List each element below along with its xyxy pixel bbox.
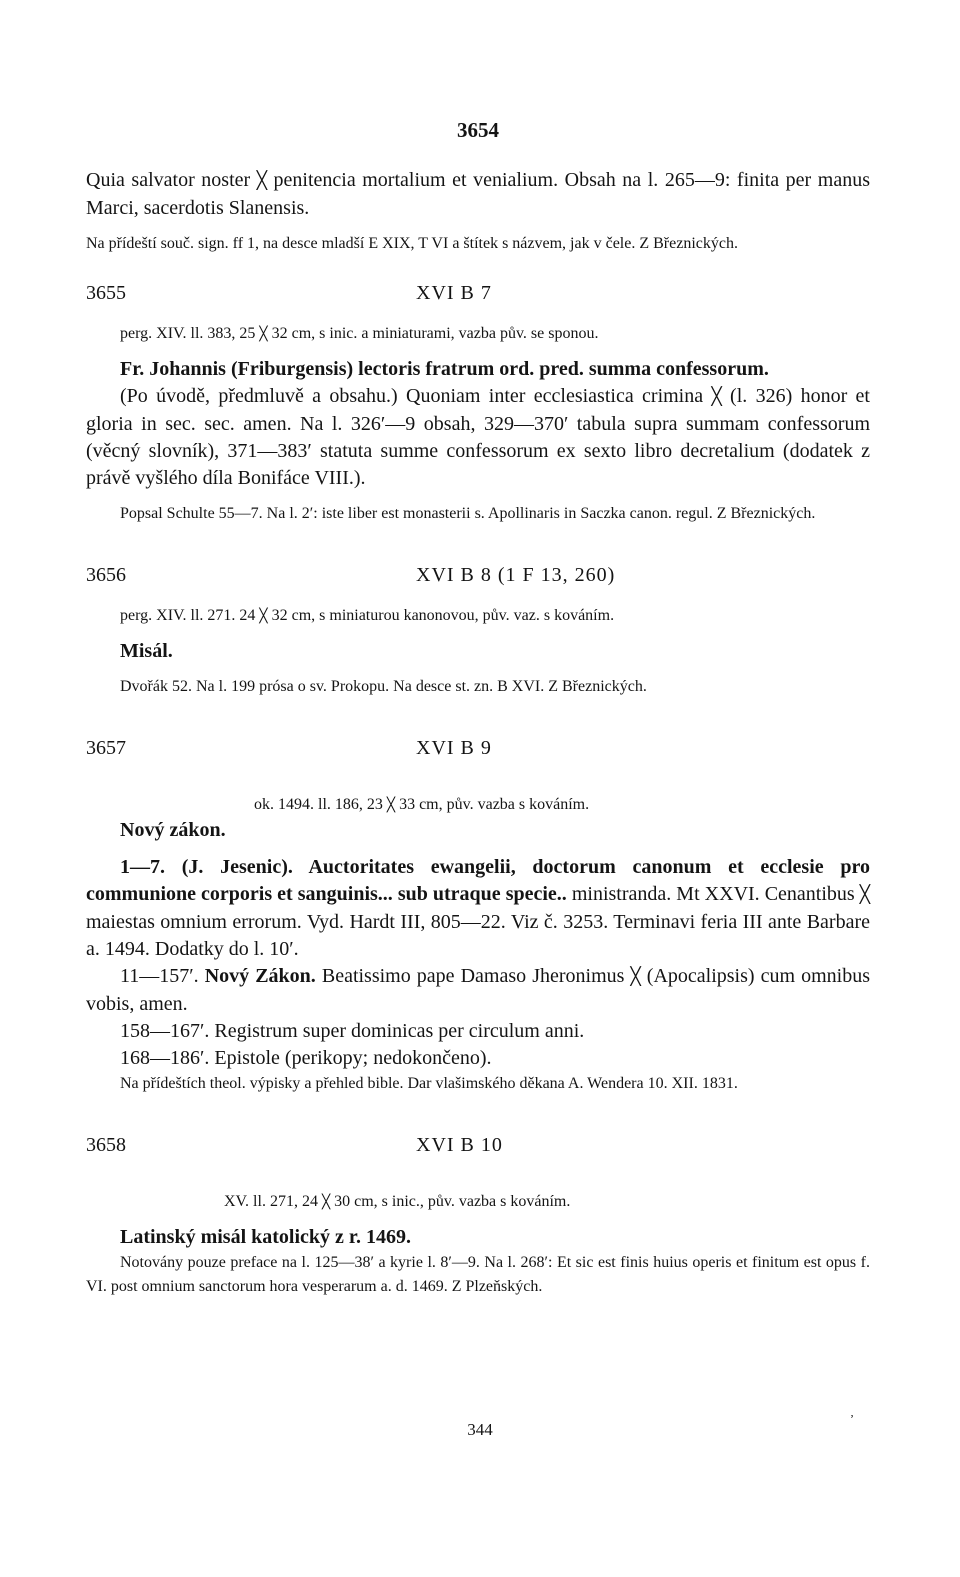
entry-note [86, 232, 870, 256]
text-run: XV. ll. 271, 24 [224, 1193, 322, 1210]
entry-title [86, 356, 870, 383]
text-run: 32 cm, s inic. a miniaturami, vazba pův. se sponou. [267, 325, 599, 342]
text-run: Popsal Schulte 55—7. Na l. 2′: iste liber est monasterii s. Apollinaris in Saczka canon. regul. Z Březnických. [120, 505, 816, 522]
physical-description [86, 604, 870, 628]
physical-description [86, 1190, 870, 1214]
catalogue-entry [86, 1134, 870, 1299]
catalogue-entry [86, 282, 870, 526]
entry-heading [86, 282, 870, 312]
physical-description [86, 793, 870, 817]
text-run: Quia salvator noster [86, 169, 257, 191]
bold-text: Nový zákon. [120, 819, 226, 841]
entry-note [86, 675, 870, 699]
entry-number: 3658 [86, 1134, 126, 1156]
entry-number: 3657 [86, 737, 126, 759]
catalogue-entry [86, 564, 870, 699]
entry-number: 3655 [86, 282, 126, 304]
cross-mark-icon: ╳ [259, 326, 268, 342]
text-run: maiestas omnium errorum. Vyd. Hardt III, 805—22. Viz č. 3253. Terminavi feria III ante Barbare a. 1494. Dodatky do l. 10′. [86, 911, 870, 960]
cross-mark-icon: ╳ [711, 387, 722, 407]
text-run: 158—167′. Registrum super dominicas per circulum anni. [120, 1020, 585, 1042]
bold-text: 1—7. (J. Jesenic). Auctoritates ewangelii, doctorum canonum et ecclesie pro communione corporis et sanguinis... sub utraque specie.. [86, 856, 870, 905]
cross-mark-icon: ╳ [321, 1194, 331, 1210]
bold-text: Latinský misál katolický z r. 1469. [120, 1226, 411, 1248]
text-run: 33 cm, pův. vazba s kováním. [395, 796, 590, 813]
text-run: 11—157′. [120, 965, 205, 987]
text-run: Dvořák 52. Na l. 199 prósa o sv. Prokopu. Na desce st. zn. B XVI. Z Březnických. [120, 678, 647, 695]
bold-text: Misál. [120, 640, 173, 662]
bold-text: Fr. Johannis (Friburgensis) lectoris fratrum ord. pred. summa confessorum. [120, 358, 769, 380]
text-run: (Apocalipsis) cum omnibus vobis, amen. [86, 965, 870, 1015]
entry-paragraph [86, 963, 870, 1018]
entry-title [86, 638, 870, 665]
cross-mark-icon: ╳ [630, 967, 641, 987]
shelfmark: XVI B 10 [416, 1134, 503, 1156]
text-run: penitencia mortalium et venialium. Obsah na l. 265—9: finita per manus Marci, sacerdotis Slanensis. [86, 169, 870, 219]
text-run: Na přídeštích theol. výpisky a přehled bible. Dar vlašimského děkana A. Wendera 10. XII. 1831. [120, 1075, 738, 1092]
entry-note [86, 502, 870, 526]
cross-mark-icon: ╳ [859, 885, 870, 905]
text-run: 30 cm, s inic., pův. vazba s kováním. [330, 1193, 571, 1210]
stray-mark: ʼ [850, 1412, 854, 1426]
entry-heading [86, 1134, 870, 1164]
text-run: (Po úvodě, předmluvě a obsahu.) Quoniam inter ecclesiastica crimina [120, 385, 712, 407]
text-run: perg. XIV. ll. 271. 24 [120, 607, 260, 624]
text-run: ministranda. Mt XXVI. Cenantibus [566, 883, 860, 905]
entry-paragraph [86, 1018, 870, 1045]
entry-note [86, 1072, 870, 1096]
entry-heading [86, 564, 870, 594]
shelfmark: XVI B 9 [416, 737, 492, 759]
entry-continuation [86, 167, 870, 256]
entry-paragraph [86, 1045, 870, 1072]
text-run: (l. 326) honor et gloria in sec. sec. amen. Na l. 326′—9 obsah, 329—370′ tabula supra summam confessorum (věcný slovník), 371—383′ statuta summe confessorum ex sexto libro decretalium (dodatek z právě vyšlého díla Bonifáce VIII.). [86, 385, 870, 489]
running-header-number: 3654 [457, 118, 499, 142]
cross-mark-icon: ╳ [386, 797, 396, 813]
entry-title [86, 1224, 870, 1251]
text-run: Na přídeští souč. sign. ff 1, na desce mladší E XIX, T VI a štítek s názvem, jak v čele. Z Březnických. [86, 235, 738, 252]
entry-title [86, 817, 870, 844]
entry-paragraph [86, 854, 870, 963]
text-run: Notovány pouze preface na l. 125—38′ a kyrie l. 8′—9. Na l. 268′: Et sic est finis huius operis et finitum est opus f. VI. post omnium sanctorum hora vesperarum a. d. 1469. Z Plzeňských. [86, 1254, 870, 1295]
entry-heading [86, 737, 870, 767]
entry-paragraph [86, 167, 870, 222]
text-run: 168—186′. Epistole (perikopy; nedokončeno). [120, 1047, 492, 1069]
bold-text: Nový Zákon. [204, 965, 316, 987]
entry-paragraph [86, 383, 870, 492]
text-run: 32 cm, s miniaturou kanonovou, pův. vaz. s kováním. [267, 607, 615, 624]
shelfmark: XVI B 8 (1 F 13, 260) [416, 564, 616, 586]
physical-description [86, 322, 870, 346]
text-run: Beatissimo pape Damaso Jheronimus [315, 965, 631, 987]
entry-number: 3656 [86, 564, 126, 586]
text-run: perg. XIV. ll. 383, 25 [120, 325, 260, 342]
cross-mark-icon: ╳ [259, 608, 268, 624]
entry-note [86, 1251, 870, 1299]
shelfmark: XVI B 7 [416, 282, 492, 304]
page-number: 344 [467, 1420, 493, 1439]
catalogue-page [86, 118, 870, 1299]
text-run: ok. 1494. ll. 186, 23 [254, 796, 387, 813]
cross-mark-icon: ╳ [256, 171, 267, 191]
catalogue-entry [86, 737, 870, 1096]
